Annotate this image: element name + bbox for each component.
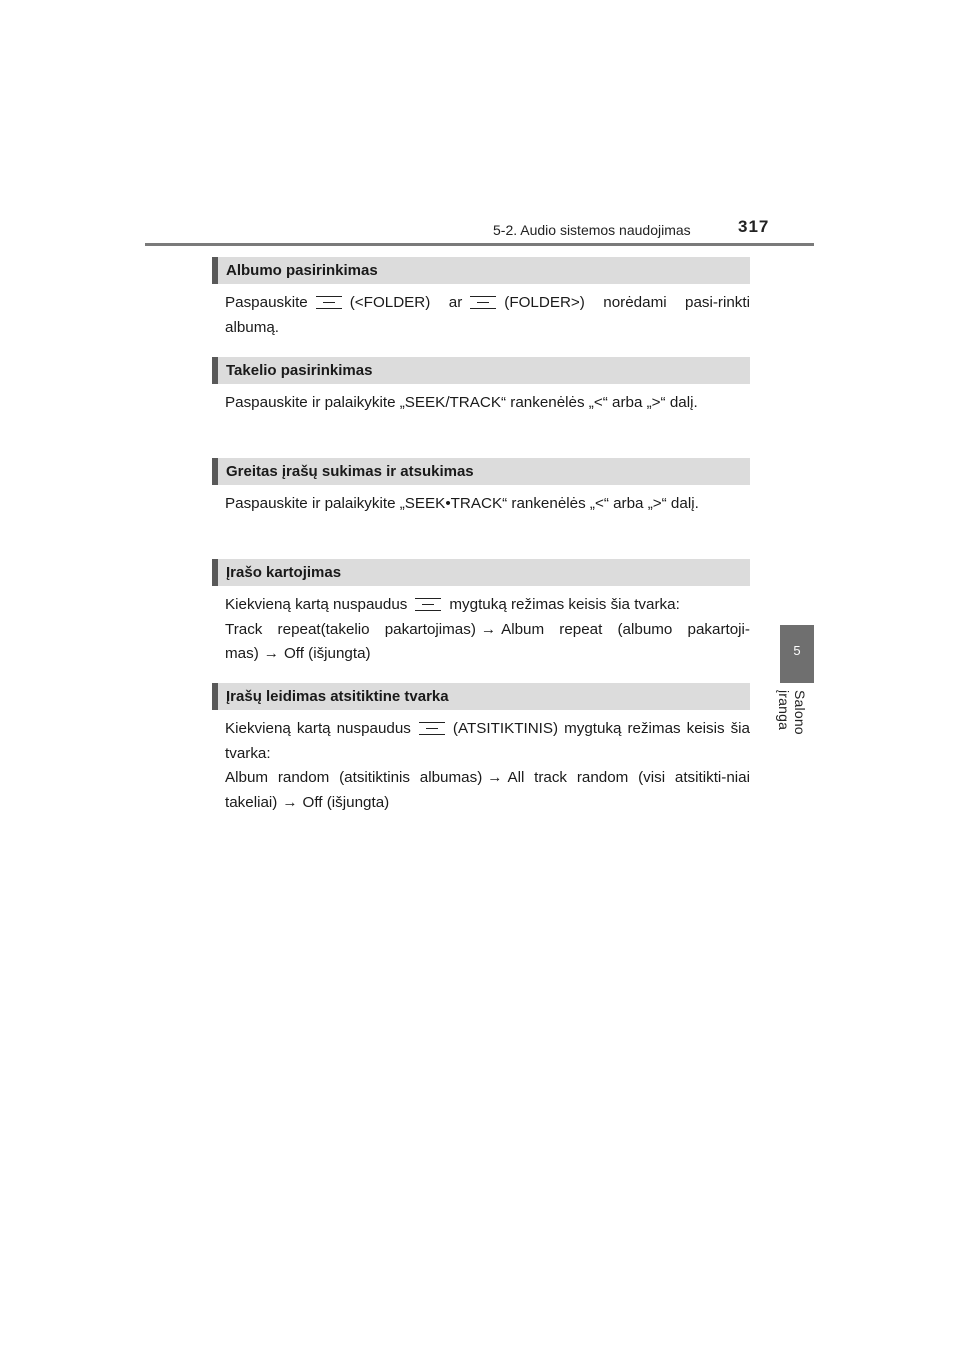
para-text: (FOLDER>) norėdami pasi-rinkti albumą.: [225, 294, 750, 336]
section-heading: Takelio pasirinkimas: [212, 357, 750, 384]
arrow-icon: →: [487, 769, 503, 786]
para-text: mygtuką režimas keisis šia tvarka:: [449, 596, 680, 613]
section-paragraph: [225, 593, 750, 667]
section-paragraph: [225, 717, 750, 815]
section-album-select: [212, 257, 750, 340]
header-rule: [145, 243, 814, 246]
folder-forward-button-icon: [470, 296, 496, 309]
section-heading: Įrašo kartojimas: [212, 559, 750, 586]
arrow-icon: →: [480, 620, 497, 638]
arrow-icon: →: [282, 793, 298, 811]
section-paragraph: [225, 291, 750, 340]
page-number: 317: [738, 217, 770, 236]
para-text: Album repeat (albumo pakartoji-mas): [225, 620, 750, 662]
section-heading: Įrašų leidimas atsitiktine tvarka: [212, 683, 750, 710]
section-heading: Greitas įrašų sukimas ir atsukimas: [212, 458, 750, 485]
running-header-section: 5-2. Audio sistemos naudojimas: [493, 222, 691, 238]
para-text: Off (išjungta): [302, 793, 390, 811]
repeat-button-icon: [415, 598, 441, 611]
arrow-icon: →: [263, 645, 279, 662]
chapter-number: 5: [793, 643, 801, 658]
para-text: All track random (visi atsitikti-niai takeliai): [225, 769, 750, 811]
para-text: Off (išjungta): [283, 645, 371, 662]
section-heading: Albumo pasirinkimas: [212, 257, 750, 284]
para-text: Track repeat(takelio pakartojimas): [225, 620, 476, 638]
chapter-tab: [780, 625, 814, 683]
para-text: Kiekvieną kartą nuspaudus: [225, 720, 411, 737]
para-text: Paspauskite ir palaikykite „SEEK/TRACK“ rankenėlės „<“ arba „>“ dalį.: [225, 394, 698, 411]
para-text: Kiekvieną kartą nuspaudus: [225, 596, 408, 613]
para-text: Album random (atsitiktinis albumas): [225, 769, 483, 786]
section-fast-forward-rewind: [212, 458, 750, 517]
section-paragraph: [225, 391, 750, 416]
section-random-playback: [212, 683, 750, 815]
para-text: Paspauskite: [225, 294, 308, 311]
random-button-icon: [419, 722, 445, 735]
section-track-select: [212, 357, 750, 416]
section-repeat: [212, 559, 750, 667]
para-text: (<FOLDER) ar: [349, 294, 463, 311]
section-paragraph: [225, 492, 750, 517]
para-text: (ATSITIKTINIS) mygtuką režimas keisis šia tvarka:: [225, 720, 750, 762]
para-text: Paspauskite ir palaikykite „SEEK•TRACK“ rankenėlės „<“ arba „>“ dalį.: [225, 495, 699, 512]
chapter-label: Salono įranga: [776, 690, 808, 735]
folder-back-button-icon: [316, 296, 342, 309]
